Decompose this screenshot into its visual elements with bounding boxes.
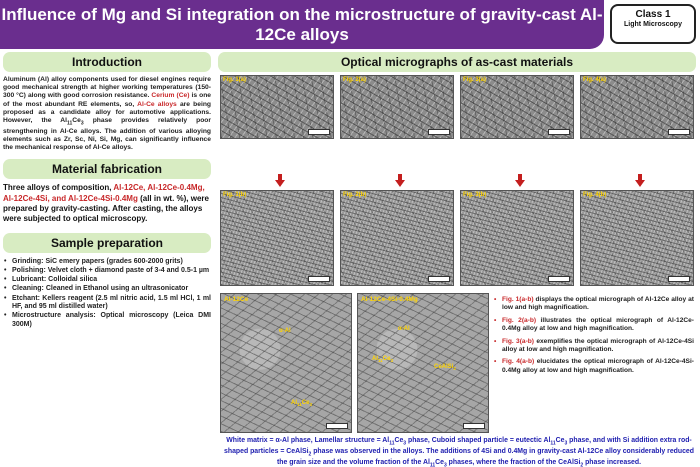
fabrication-text-1: Three alloys of composition, <box>3 183 114 193</box>
list-item: • Cleaning: Cleaned in Ethanol using an ultrasonicator <box>3 285 211 294</box>
down-arrow-icon <box>275 174 285 187</box>
desc-text: exemplifies the optical micrograph of Al-12Ce-4Si alloy at low and high magnification. <box>502 337 694 354</box>
fig-label: Fig. 1(a) <box>223 77 247 83</box>
desc-fig-ref: Fig. 1(a-b) <box>502 296 534 303</box>
micrographs-heading: Optical micrographs of as-cast materials <box>218 52 696 72</box>
fabrication-text <box>3 183 211 225</box>
fig-label: Fig. 1(b) <box>223 192 247 198</box>
micrograph-2a <box>340 75 454 139</box>
list-item: • Lubricant: Colloidal silica <box>3 276 211 285</box>
list-item: • Polishing: Velvet cloth + diamond paste of 3-4 and 0.5-1 µm <box>3 267 211 276</box>
panel-label: Al-12Ce-4Si-0.4Mg <box>361 296 418 303</box>
introduction-heading: Introduction <box>3 52 211 72</box>
list-item <box>494 296 694 313</box>
fabrication-alloys: Al-12Ce, Al-12Ce-0.4Mg, Al-12Ce-4Si, and Al-12Ce-4Si-0.4Mg <box>3 183 205 203</box>
al11ce3-annotation: $Al_{11}Ce_3$ <box>372 356 393 364</box>
scale-bar <box>668 129 690 135</box>
list-item <box>494 338 694 355</box>
al11ce3-annotation: $Al_{11}Ce_3$ <box>291 400 312 408</box>
figure-descriptions <box>494 296 694 379</box>
introduction-text <box>3 76 211 152</box>
micrograph-al12ce-4si-04mg <box>357 293 489 433</box>
fabrication-text-2: (all in wt. %), were prepared by gravity-casting. After casting, the alloys were subjected to optical microscopy. <box>3 193 209 224</box>
sample-prep-heading: Sample preparation <box>3 233 211 253</box>
scale-bar <box>428 129 450 135</box>
scale-bar <box>428 276 450 282</box>
cealsi2-annotation: CeAlSi$_2$ <box>434 364 456 372</box>
conclusion-text: White matrix = α-Al phase, Lamellar structure = $Al_{11}Ce_3$ phase, Cuboid shaped particle = eutectic $Al_{11}Ce_3$ phase, and with Si addition extra rod-shaped particles = CeAlSi$_2$ phase was observed in the alloys. The additions of 4Si and 0.4Mg in gravity-cast Al-12Ce alloy considerably reduced the grain size and the volume fraction of the $Al_{11}Ce_3$ phases, where the fraction of the CeAlSi$_2$ phase increased. <box>224 437 694 467</box>
intro-highlight-cerium: Cerium (Ce) <box>151 92 190 100</box>
list-item: • Microstructure analysis: Optical microscopy (Leica DMI 300M) <box>3 312 211 329</box>
scale-bar <box>308 276 330 282</box>
list-item <box>494 317 694 334</box>
fabrication-heading: Material fabrication <box>3 159 211 179</box>
fig-label: Fig. 3(a) <box>463 77 487 83</box>
desc-text: displays the optical micrograph of Al-12Ce alloy at low and high magnification. <box>502 296 694 312</box>
class-type: Light Microscopy <box>624 21 682 28</box>
micrograph-3b <box>460 190 574 286</box>
micrograph-4a <box>580 75 694 139</box>
list-item: • Etchant: Kellers reagent (2.5 ml nitric acid, 1.5 ml HCl, 1 ml HF, and 95 ml distilled water) <box>3 295 211 312</box>
sample-prep-list <box>3 258 211 330</box>
intro-text-4: Ce <box>72 117 81 125</box>
fig-label: Fig. 4(b) <box>583 192 607 198</box>
fig-label: Fig. 3(b) <box>463 192 487 198</box>
intro-text-1: Aluminum (Al) alloy components used for diesel engines require good mechanical strength at higher working temperatures (150-300 °C) along with good corrosion resistance. <box>3 76 211 100</box>
panel-label: Al-12Ce <box>224 296 249 303</box>
micrograph-3a <box>460 75 574 139</box>
micrograph-1a <box>220 75 334 139</box>
intro-sub-2: 3 <box>80 120 84 127</box>
desc-fig-ref: Fig. 3(a-b) <box>502 337 535 345</box>
fig-label: Fig. 2(b) <box>343 192 367 198</box>
desc-text: elucidates the optical micrograph of Al-12Ce-4Si-0.4Mg alloy at low and high magnification. <box>502 358 694 374</box>
fig-label: Fig. 4(a) <box>583 77 607 83</box>
intro-text-5: phase provides relatively poor strengthening in Al-Ce alloys. The addition of various alloying elements such as Zr, Sc, Ni, Si, Mg, can significantly influence the mechanical response of Al-Ce alloys. <box>3 117 211 151</box>
micrograph-al12ce <box>220 293 352 433</box>
list-item: • Grinding: SiC emery papers (grades 600-2000 grits) <box>3 258 211 267</box>
scale-bar <box>668 276 690 282</box>
desc-text: illustrates the optical micrograph of Al-12Ce-0.4Mg alloy at low and high magnification. <box>502 316 694 333</box>
scale-bar <box>308 129 330 135</box>
desc-fig-ref: Fig. 4(a-b) <box>502 358 535 366</box>
scale-bar <box>326 423 348 429</box>
desc-fig-ref: Fig. 2(a-b) <box>502 316 537 324</box>
class-badge <box>610 4 696 44</box>
scale-bar <box>463 423 485 429</box>
scale-bar <box>548 129 570 135</box>
micrograph-1b <box>220 190 334 286</box>
intro-text-3: are being proposed as a candidate alloy for automotive applications. However, the Al <box>3 100 211 125</box>
left-column <box>3 52 211 330</box>
list-item <box>494 358 694 375</box>
alpha-al-annotation: α-Al <box>398 326 410 332</box>
down-arrow-icon <box>395 174 405 187</box>
poster-title: Influence of Mg and Si integration on the microstructure of gravity-cast Al-12Ce alloys <box>0 0 604 49</box>
class-label: Class 1 <box>635 9 671 20</box>
scale-bar <box>548 276 570 282</box>
intro-sub-1: 11 <box>66 120 73 127</box>
down-arrow-icon <box>635 174 645 187</box>
intro-text-2: is one of the most abundant RE elements, so, <box>3 92 212 108</box>
alpha-al-annotation: α-Al <box>279 328 291 334</box>
intro-highlight-alce: Al-Ce alloys <box>137 100 177 108</box>
micrograph-4b <box>580 190 694 286</box>
micrograph-2b <box>340 190 454 286</box>
fig-label: Fig. 2(a) <box>343 77 367 83</box>
down-arrow-icon <box>515 174 525 187</box>
